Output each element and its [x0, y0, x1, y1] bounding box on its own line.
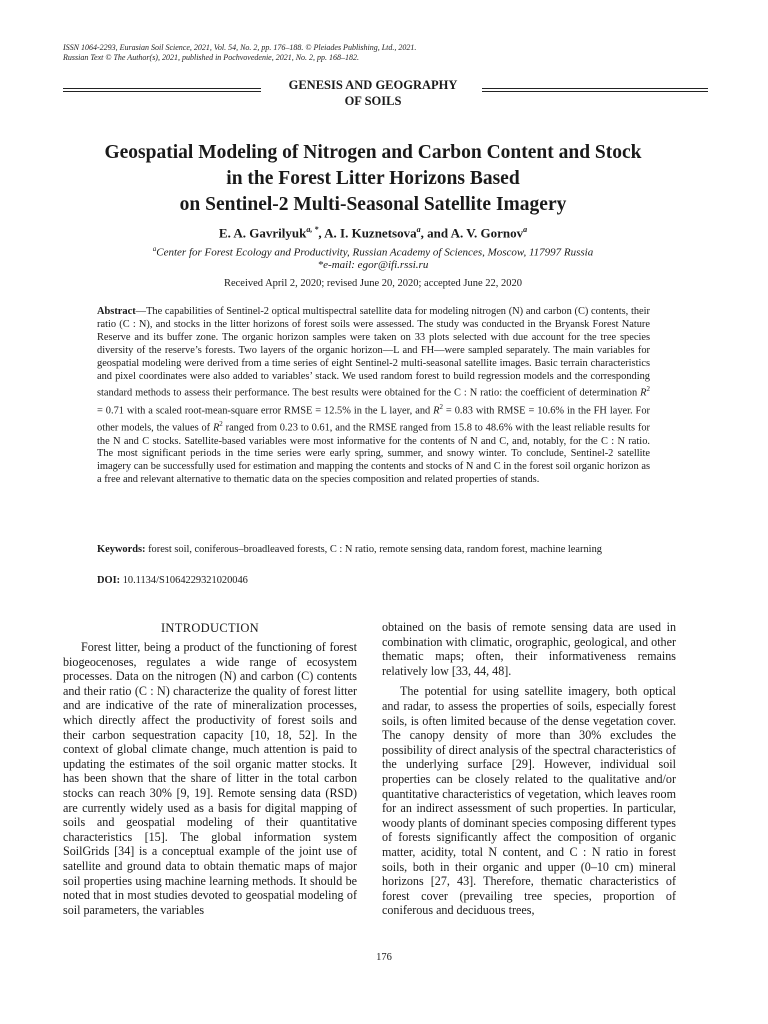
body-column-right — [382, 620, 676, 918]
title-line-3: on Sentinel-2 Multi-Seasonal Satellite Imagery — [179, 194, 567, 215]
author-affiliation-mark: a — [523, 225, 528, 234]
author-separator: , and — [420, 225, 451, 241]
author-separator: , — [318, 225, 325, 241]
issn-line-2: Russian Text © The Author(s), 2021, published in Pochvovedenie, 2021, No. 2, pp. 168–182. — [63, 53, 360, 62]
journal-citation — [63, 43, 703, 63]
section-title-line-2: OF SOILS — [344, 94, 402, 108]
abstract-label: Abstract — [97, 306, 136, 317]
author-list — [63, 221, 683, 242]
author-affiliation-mark: a — [416, 225, 421, 234]
r-squared-exponent: 2 — [439, 402, 443, 411]
paper-title — [63, 140, 683, 218]
body-column-left — [63, 620, 357, 917]
abstract-text: ranged from 0.23 to 0.61, and the RMSE ranged from 15.8 to 48.6% with the least reliable results for the N and C stocks. Satellite-based variables were most informative for the contents of N and C, and, notably, for the C : N ratio. The most significant periods in the time series were early spring, summer, and snowy winter. To conclude, Sentinel-2 satellite imagery can be successfully used for estimation and mapping the contents and stocks of N and C in the forest soil organic horizon as a free and relevant alternative to thematic data on the species composition and related properties of stands. — [97, 422, 650, 486]
keywords-text: forest soil, coniferous–broadleaved forests, C : N ratio, remote sensing data, random forest, machine learning — [145, 544, 602, 555]
abstract — [97, 306, 650, 487]
affiliation-mark: a — [152, 245, 157, 253]
body-paragraph: The potential for using satellite imagery, both optical and radar, to assess the properties of soils, especially forest soils, is often limited because of the dense vegetation cover. The canopy density of more than 30% excludes the possibility of direct analysis of the spectral characteristics of the underlying surface [29]. However, individual soil properties can be closely related to the qualitative and/or quantitative characteristics of vegetation, which leaves room for an indirect assessment of such properties. In particular, woody plants of dominant species composing different types of forests significantly affect the composition of organic matter, acidity, total N content, and C : N ratio in forest soils, both in their organic and upper (0–10 cm) mineral horizons [27, 43]. Therefore, thematic characteristics of forest cover (prevailing tree species, proportion of coniferous and deciduous trees, — [382, 684, 676, 918]
title-line-2: in the Forest Litter Horizons Based — [226, 168, 520, 189]
section-rule-right — [482, 88, 708, 92]
keywords — [97, 543, 650, 556]
abstract-text: = 0.71 with a scaled root-mean-square error RMSE = 12.5% in the L layer, and — [97, 405, 434, 417]
r-squared-exponent: 2 — [646, 385, 650, 394]
issn-line-1: ISSN 1064-2293, Eurasian Soil Science, 2021, Vol. 54, No. 2, pp. 176–188. © Pleiades Publishing, Ltd., 2021. — [63, 43, 417, 52]
page-number: 176 — [376, 952, 392, 963]
doi-label: DOI: — [97, 575, 121, 586]
r-squared-symbol: R — [640, 387, 647, 399]
r-squared-symbol: R — [212, 422, 220, 434]
section-rule-left — [63, 88, 261, 92]
title-line-1: Geospatial Modeling of Nitrogen and Carbon Content and Stock — [104, 142, 642, 163]
body-paragraph: obtained on the basis of remote sensing data are used in combination with climatic, orographic, geological, and other thematic maps; often, their informativeness remains relatively low [33, 44, 48]. — [382, 620, 676, 678]
affiliation-text: Center for Forest Ecology and Productivity, Russian Academy of Sciences, Moscow, 117997 Russia — [156, 246, 594, 259]
received-dates: Received April 2, 2020; revised June 20, 2020; accepted June 22, 2020 — [223, 278, 522, 289]
keywords-label: Keywords: — [97, 544, 146, 555]
corresponding-email: *e-mail: egor@ifi.rssi.ru — [317, 259, 429, 271]
section-title — [268, 77, 478, 109]
section-heading — [63, 77, 708, 111]
doi — [97, 574, 650, 587]
author-name: E. A. Gavrilyuk — [218, 225, 307, 241]
r-squared-exponent: 2 — [219, 420, 223, 429]
author-affiliation-mark: a, * — [306, 225, 319, 234]
body-paragraph: Forest litter, being a product of the functioning of forest biogeocenoses, regulates a wide range of ecosystem processes. Data on the nitrogen (N) and carbon (C) contents and their ratio (C : N) characterize the quality of forest litter and are indicative of the rate of mineralization processes, which directly affect the productivity of forest soils and their carbon sequestration capacity [10, 18, 52]. In the context of global climate change, much attention is paid to updating the estimates of the soil organic matter stocks. It has been shown that the share of litter in the total carbon stocks can reach 30% [9, 19]. Remote sensing data (RSD) are currently widely used as a basis for digital mapping of soils and geospatial modeling of their quantitative characteristics [15]. The global information system SoilGrids [34] is a conceptual example of the joint use of satellite and ground data to obtain thematic maps of major soil properties using machine learning methods. It should be noted that in most studies devoted to geospatial modeling of soil parameters, the variables — [63, 640, 357, 917]
introduction-heading: INTRODUCTION — [160, 621, 260, 635]
abstract-text: —The capabilities of Sentinel-2 optical multispectral satellite data for modeling nitrogen (N) and carbon (C) contents, their ratio (C : N), and stocks in the litter horizons of forest soils were assessed. The study was conducted in the Bryansk Forest Nature Reserve and its buffer zone. The organic horizon samples were taken on 33 plots selected with due account for the tree species diversity of the reserve’s forests. Two layers of the organic horizon—L and FH—were sampled separately. The main variables for geospatial modeling were derived from a time series of eight Sentinel-2 multi-seasonal satellite images. Basic terrain characteristics and pixel coordinates were also added to variables’ stack. We used random forest to build regression models and the corresponding standard methods to assess their performance. The best results were obtained for the C : N ratio: the coefficient of determination — [97, 306, 650, 399]
author-name: A. I. Kuznetsova — [324, 225, 417, 241]
r-squared-symbol: R — [433, 405, 440, 417]
abstract-text: = 0.83 with RMSE = 10.6% in the FH layer. For other models, the values of — [97, 405, 650, 434]
doi-value: 10.1134/S1064229321020046 — [120, 575, 248, 586]
section-title-line-1: GENESIS AND GEOGRAPHY — [288, 78, 458, 92]
author-name: A. V. Gornov — [450, 225, 524, 241]
